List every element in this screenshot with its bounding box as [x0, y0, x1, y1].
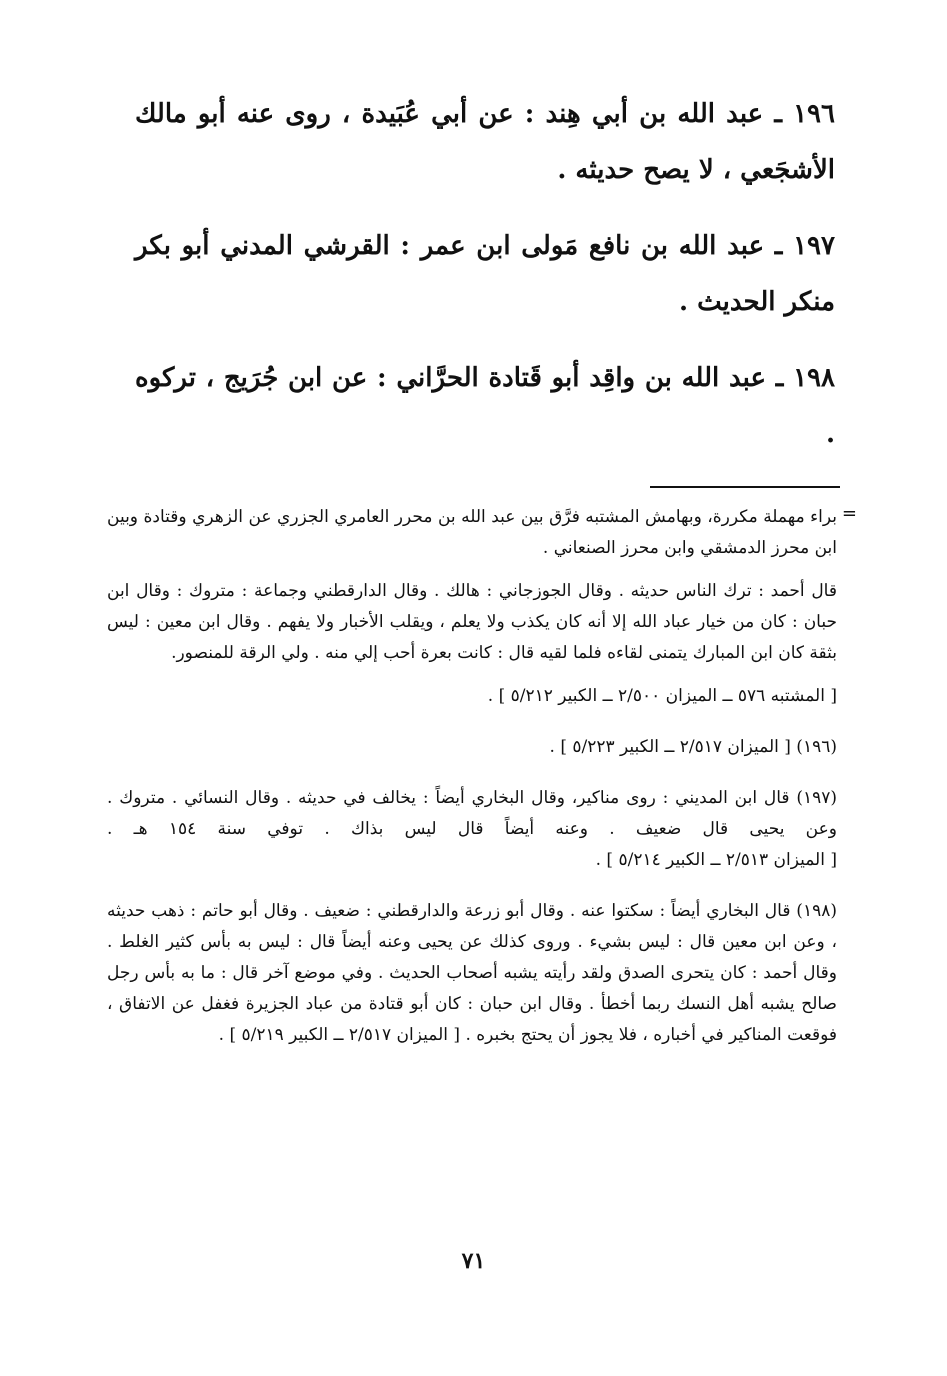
footnote-197-text: (١٩٧) قال ابن المديني : روى مناكير، وقال البخاري أيضاً : يخالف في حديثه . وقال النسائي . متروك . وعن يحيى قال ضعيف . وعنه أيضاً قال ليس بذاك . توفي سنة ١٥٤ هـ . [107, 788, 837, 839]
footnote-narrators: قال أحمد : ترك الناس حديثه . وقال الجوزجاني : هالك . وقال الدارقطني وجماعة : متروك : وقال ابن حبان : كان من خيار عباد الله إلا أنه كان يكذب ولا يعلم ، ويقلب الأخبار ولا يفهم . وقال ابن معين : ليس بثقة كان ابن المبارك يتمنى لقاءه فلما لقيه قال : كانت بعرة أحب إلي منه . ولي الرقة للمنصور. [107, 581, 837, 663]
main-entries [135, 86, 835, 482]
entry-198: ١٩٨ ـ عبد الله بن واقِد أبو قَتادة الحرَّاني : عن ابن جُرَيج ، تركوه . [135, 363, 835, 449]
footnote-197-ref: [ الميزان ٢/٥١٣ ــ الكبير ٥/٢١٤ ] . [595, 850, 837, 870]
footnotes [107, 502, 837, 1063]
continuation-mark: = [841, 503, 857, 524]
page-number: ٧١ [461, 1248, 486, 1274]
entry-197: ١٩٧ ـ عبد الله بن نافع مَولى ابن عمر : القرشي المدني أبو بكر منكر الحديث . [135, 231, 835, 317]
footnote-198-text: (١٩٨) قال البخاري أيضاً : سكتوا عنه . وقال أبو زرعة والدارقطني : ضعيف . وقال أبو حاتم : ذهب حديثه ، وعن ابن معين قال : ليس بشيء . وروى كذلك عن يحيى وعنه أيضاً قال : ليس به بأس كثير الغلط . وقال أحمد : كان يتحرى الصدق ولقد رأيته يشبه أصحاب الحديث . وفي موضع آخر قال : ما به بأس رجل صالح يشبه أهل النسك ربما أخطأ . وقال ابن حبان : كان أبو قتادة من عباد الجزيرة فغفل عن الاتفاق ، فوقعت المناكير في أخباره ، فلا يجوز أن يحتج بخبره . [107, 901, 837, 1045]
footnote-197 [107, 783, 837, 876]
footnote-196: (١٩٦) [ الميزان ٢/٥١٧ ــ الكبير ٥/٢٢٣ ] . [549, 737, 837, 757]
footnote-sources: [ المشتبه ٥٧٦ ــ الميزان ٢/٥٠٠ ــ الكبير ٥/٢١٢ ] . [487, 686, 837, 706]
entry-196: ١٩٦ ـ عبد الله بن أبي هِند : عن أبي عُبَيدة ، روى عنه أبو مالك الأشجَعي ، لا يصح حديثه . [135, 99, 835, 185]
footnote-198 [107, 896, 837, 1051]
footnote-continued: براء مهملة مكررة، وبهامش المشتبه فرَّق بين عبد الله بن محرر العامري الجزري عن الزهري وقتادة وبين ابن محرز الدمشقي وابن محرز الصنعاني . [107, 507, 837, 558]
footnote-divider [650, 486, 840, 488]
footnote-198-ref: [ الميزان ٢/٥١٧ ــ الكبير ٥/٢١٩ ] . [218, 1025, 461, 1045]
